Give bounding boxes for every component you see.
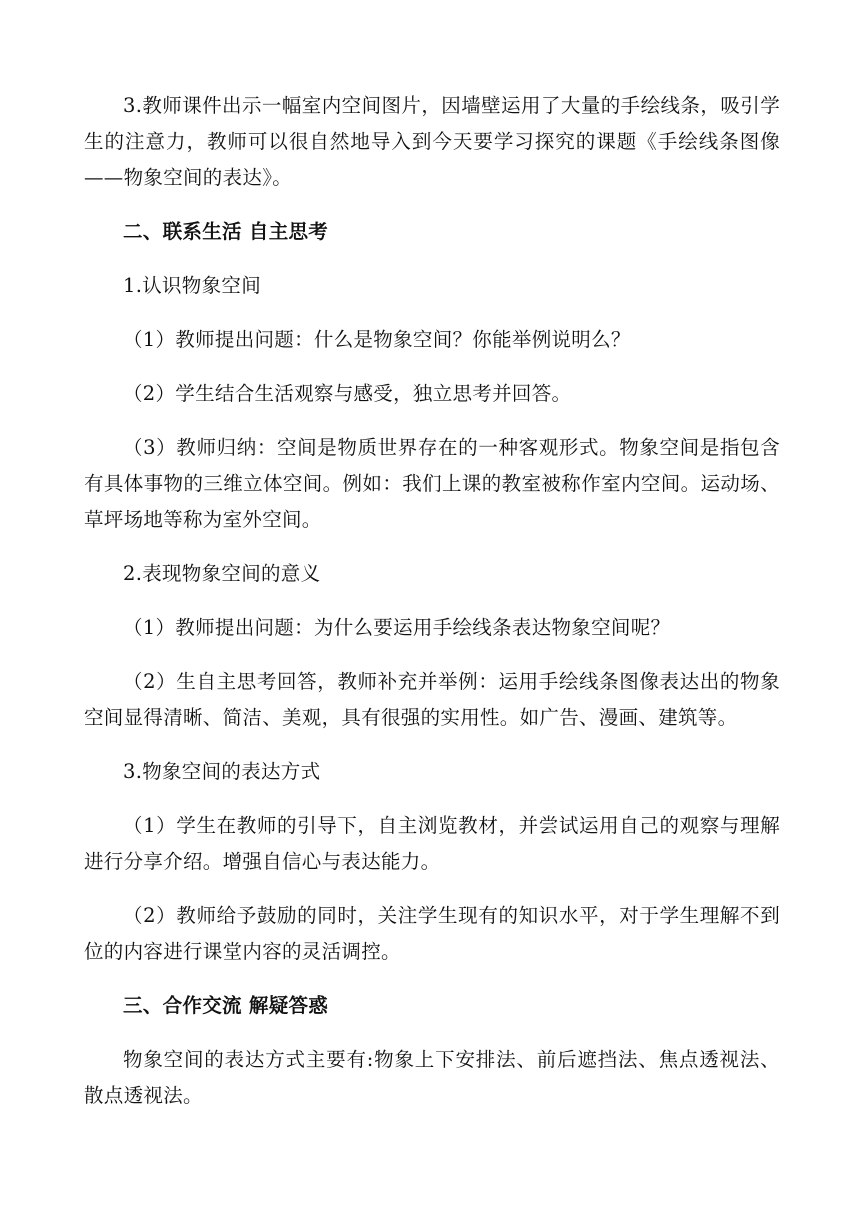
intro-paragraph-3: 3.教师课件出示一幅室内空间图片，因墙壁运用了大量的手绘线条，吸引学生的注意力，教师可以很自然地导入到今天要学习探究的课题《手绘线条图像——物象空间的表达》。	[84, 94, 780, 189]
list-item-3-2: （2）教师给予鼓励的同时，关注学生现有的知识水平，对于学生理解不到位的内容进行课堂内容的灵活调控。	[84, 904, 780, 963]
document-page	[84, 88, 780, 1132]
section-heading-3: 三、合作交流 解疑答惑	[123, 994, 329, 1017]
summary-paragraph: 物象空间的表达方式主要有:物象上下安排法、前后遮挡法、焦点透视法、散点透视法。	[84, 1048, 780, 1107]
list-item-1-3: （3）教师归纳：空间是物质世界存在的一种客观形式。物象空间是指包含有具体事物的三维立体空间。例如：我们上课的教室被称作室内空间。运动场、草坪场地等称为室外空间。	[84, 436, 780, 531]
list-item-1-1: （1）教师提出问题：什么是物象空间？你能举例说明么？	[123, 328, 631, 351]
list-item-3-1: （1）学生在教师的引导下，自主浏览教材，并尝试运用自己的观察与理解进行分享介绍。增强自信心与表达能力。	[84, 814, 780, 873]
list-item-2-2: （2）生自主思考回答，教师补充并举例：运用手绘线条图像表达出的物象空间显得清晰、简洁、美观，具有很强的实用性。如广告、漫画、建筑等。	[84, 670, 780, 729]
list-item-2-1: （1）教师提出问题：为什么要运用手绘线条表达物象空间呢？	[123, 616, 671, 639]
subsection-title-2: 2.表现物象空间的意义	[123, 562, 321, 585]
section-heading-2: 二、联系生活 自主思考	[123, 220, 329, 243]
subsection-title-3: 3.物象空间的表达方式	[123, 760, 321, 783]
list-item-1-2: （2）学生结合生活观察与感受，独立思考并回答。	[123, 382, 572, 405]
subsection-title-1: 1.认识物象空间	[123, 274, 262, 297]
